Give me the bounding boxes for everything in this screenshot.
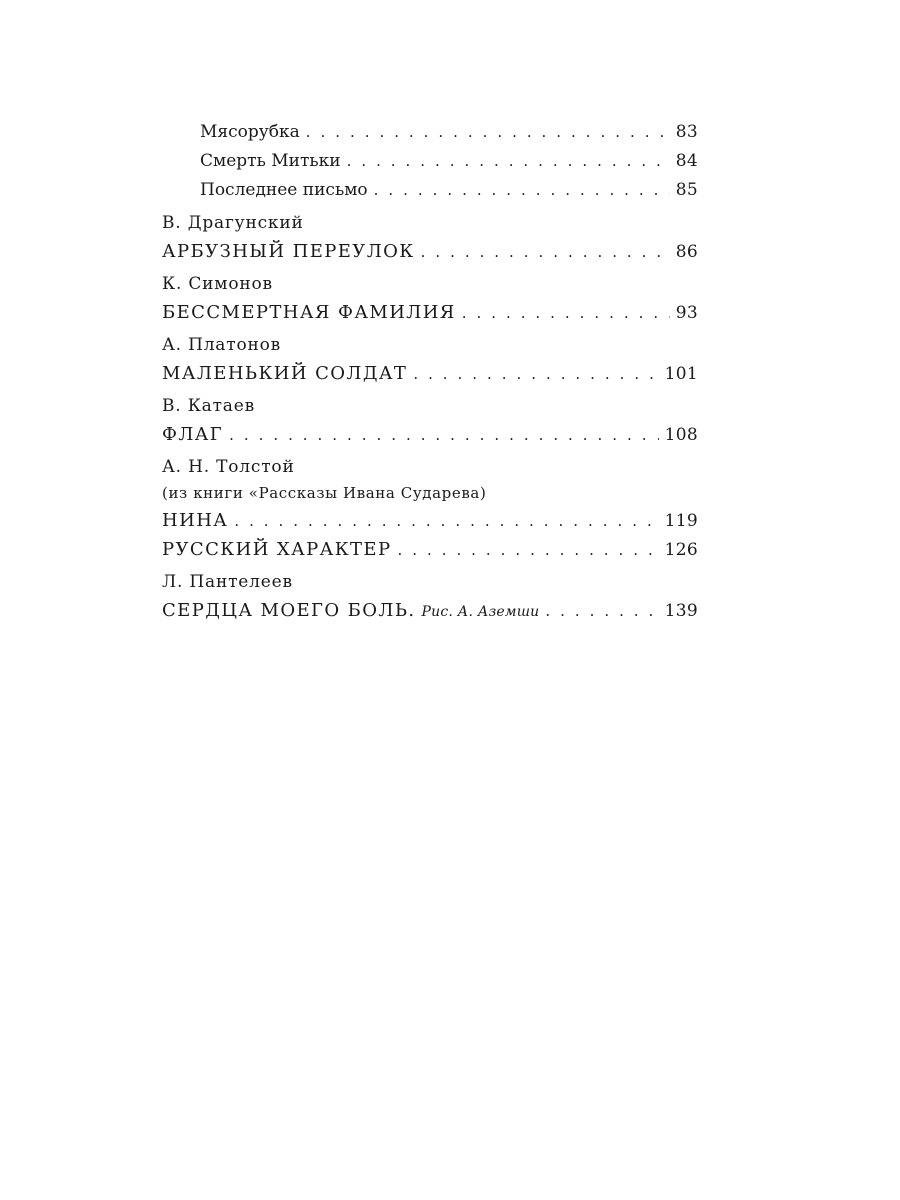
dot-leader [462,299,670,328]
toc-entry[interactable] [162,298,698,327]
page-number: 84 [675,151,698,171]
page-number: 119 [664,511,698,531]
table-of-contents [162,118,698,625]
toc-entry[interactable] [162,420,698,449]
dot-leader [545,597,658,626]
page-number: 108 [664,425,698,445]
toc-entry[interactable] [162,147,698,176]
page-number: 86 [675,242,698,262]
page-number: 126 [664,540,698,560]
entry-title: АРБУЗНЫЙ ПЕРЕУЛОК [162,241,415,262]
toc-entry[interactable] [162,359,698,388]
author-name: Л. Пантелеев [162,572,293,592]
entry-title: БЕССМЕРТНАЯ ФАМИЛИЯ [162,302,456,323]
dot-leader [398,536,659,565]
entry-title: НИНА [162,510,229,531]
toc-entry[interactable] [162,176,698,205]
dot-leader [306,118,670,147]
dot-leader [229,421,659,450]
entry-title: Последнее письмо [200,180,368,200]
toc-entry[interactable] [162,506,698,535]
entry-title: ФЛАГ [162,424,224,445]
author-name: В. Катаев [162,396,255,416]
page-number: 139 [664,601,698,621]
entry-title: РУССКИЙ ХАРАКТЕР [162,539,392,560]
entry-title: Мясорубка [200,122,300,142]
toc-entry[interactable] [162,237,698,266]
author-name: А. Н. Толстой [162,457,295,477]
dot-leader [421,238,670,267]
toc-entry[interactable] [162,535,698,564]
page-number: 93 [675,303,698,323]
dot-leader [347,147,670,176]
author-name: К. Симонов [162,274,273,294]
toc-entry[interactable] [162,596,698,625]
page-number: 101 [664,364,698,384]
entry-title: Смерть Митьки [200,151,341,171]
page-number: 83 [675,122,698,142]
author-name: А. Платонов [162,335,282,355]
dot-leader [374,176,670,205]
source-note: (из книги «Рассказы Ивана Сударева) [162,484,487,502]
dot-leader [234,507,658,536]
author-name: В. Драгунский [162,213,304,233]
page-number: 85 [675,180,698,200]
entry-title: МАЛЕНЬКИЙ СОЛДАТ [162,363,408,384]
illustrator-credit: Рис. А. Аземши [421,604,540,620]
toc-entry[interactable] [162,118,698,147]
entry-title: СЕРДЦА МОЕГО БОЛЬ. [162,600,416,621]
dot-leader [413,360,658,389]
